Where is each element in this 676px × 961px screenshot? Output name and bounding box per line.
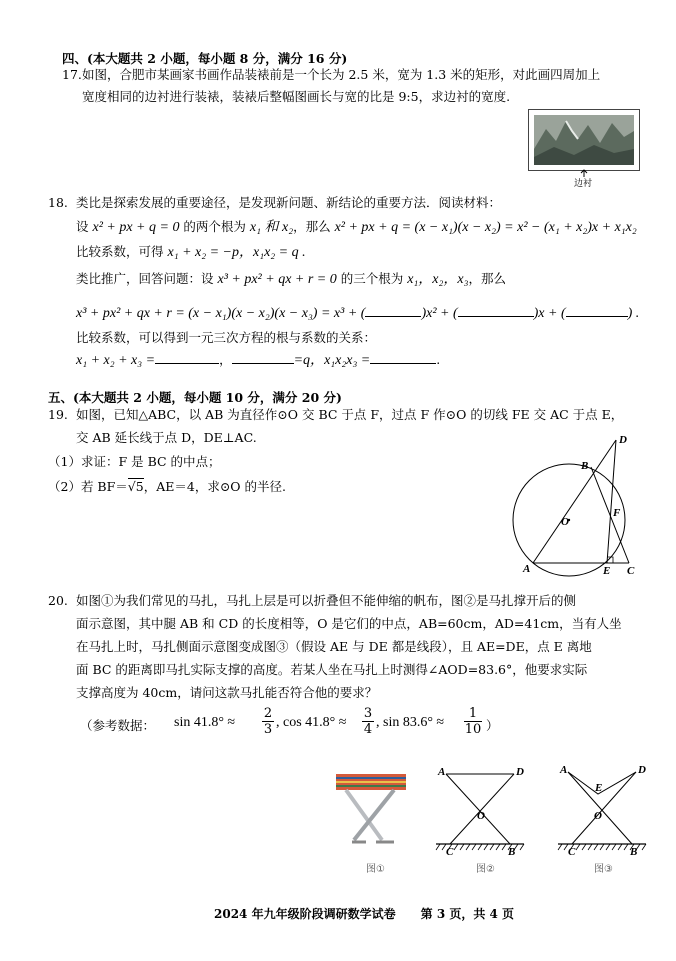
q18-product-of-roots: x₁x₂x₃ =: [324, 353, 371, 368]
q20-ref-sin-fraction: [262, 706, 274, 737]
q19-number: 19.: [48, 407, 68, 422]
q17-border-label: 边衬: [574, 179, 593, 189]
q20-fig2-label-c: C: [446, 846, 454, 858]
q19-label-f: F: [613, 507, 621, 519]
q20-ref-sin-2-num: 1: [464, 706, 482, 722]
q20-figure-2: [430, 762, 530, 862]
q18-blank-x-coefficient[interactable]: [458, 302, 534, 317]
q20-ref-sin-den: 3: [263, 722, 273, 737]
q20-fig1-caption: 图①: [366, 864, 385, 875]
q20-ref-cos-fraction: [362, 706, 374, 737]
q18-quadratic-roots: x₁ 和 x₂: [249, 220, 294, 235]
q20-ref-sin-2-den: 10: [464, 722, 482, 737]
q18-cubic-equation: x³ + px² + qx + r = 0: [217, 272, 337, 287]
q20-ref-cos: , cos 41.8° ≈: [276, 715, 347, 730]
q18-sum-of-roots: x₁ + x₂ + x₃ =: [76, 353, 156, 368]
q18-line-4-mid: 的三个根为: [336, 271, 408, 286]
q18-line-3: [76, 241, 306, 264]
q19-circle-figure: [505, 430, 655, 580]
q18-blank-product[interactable]: [370, 349, 436, 364]
q18-line-1: 类比是探索发展的重要途径，是发现新问题、新结论的重要方法．阅读材料：: [76, 195, 502, 210]
q18-number: 18.: [48, 195, 68, 210]
q19-line-1: 如图，已知△ABC，以 AB 为直径作⊙O 交 BC 于点 F，过点 F 作⊙O 的切线 FE 交 AC 于点 E，: [76, 407, 624, 422]
q18-vieta-quadratic: x₁ + x₂ = −p，x₁x₂ = q .: [167, 245, 306, 260]
q18-quadratic-equation: x² + px + q = 0: [92, 220, 180, 235]
q18-line-5-mid-2: )x + (: [533, 306, 566, 321]
q18-line-2-then: ，那么: [293, 219, 335, 234]
q18-cubic-expansion: x³ + px² + qx + r = (x − x₁)(x − x₂)(x − x₃) = x³ + (: [76, 306, 366, 321]
q18-line-5-mid-1: )x² + (: [421, 306, 458, 321]
q19-label-c: C: [627, 565, 635, 577]
q17-number: 17.: [62, 67, 82, 82]
q20-ref-cos-den: 4: [363, 722, 373, 737]
q20-fig3-label-e: E: [595, 782, 603, 794]
q20-fig3-label-b: B: [630, 846, 638, 858]
q20-fig3-label-c: C: [568, 846, 576, 858]
q19-label-a: A: [523, 563, 531, 575]
q20-fig3-label-o: O: [594, 810, 602, 822]
q20-ref-sin-2-fraction: [464, 706, 482, 737]
q18-line-2-mid: 的两个根为: [179, 219, 250, 234]
q18-line-5-end: ) .: [627, 306, 640, 321]
q18-line-5: [76, 302, 639, 325]
q19-sqrt-symbol: √5: [127, 479, 144, 494]
q20-fig2-label-o: O: [477, 810, 485, 822]
q18-blank-constant[interactable]: [566, 302, 628, 317]
q20-number: 20.: [48, 593, 68, 608]
q18-line-4-prefix: 类比推广，回答问题：设: [76, 271, 218, 286]
q19-label-b: B: [581, 460, 589, 472]
q18-line-2-prefix: 设: [76, 219, 93, 234]
q20-ref-sin-2: , sin 83.6° ≈: [376, 715, 445, 730]
q18-line-4-end: ，那么: [468, 271, 506, 286]
q20-figure-3: [552, 760, 652, 860]
q18-line-2: [76, 216, 637, 239]
section-4-heading: 四、(本大题共 2 小题，每小题 8 分，满分 16 分): [62, 51, 348, 66]
q20-line-1: 如图①为我们常见的马扎，马扎上层是可以折叠但不能伸缩的帆布，图②是马扎撑开后的侧: [76, 593, 577, 608]
q20-fig2-label-d: D: [516, 766, 524, 778]
q20-ref-sin: sin 41.8° ≈: [174, 715, 236, 730]
q18-equals-q: =q，: [293, 353, 325, 368]
q18-line-7-period: .: [436, 352, 441, 367]
q20-stool-photo: [332, 770, 412, 850]
q19-part-2-prefix: （2）若 BF＝: [48, 479, 128, 494]
q20-ref-suffix: ）: [486, 718, 499, 733]
q18-line-7: [76, 349, 440, 372]
q20-fig3-label-a: A: [560, 764, 568, 776]
q18-line-6: 比较系数，可以得到一元三次方程的根与系数的关系：: [76, 330, 377, 345]
q19-line-2: 交 AB 延长线于点 D，DE⊥AC.: [76, 430, 257, 445]
q20-fig2-caption: 图②: [476, 864, 495, 875]
q19-label-o: O: [561, 516, 569, 528]
q19-part-2-suffix: ，AE＝4，求⊙O 的半径.: [143, 479, 286, 494]
q20-line-4: 面 BC 的距离即马扎实际支撑的高度。若某人坐在马扎上时测得∠AOD=83.6°，他要求实际: [76, 662, 588, 677]
q19-part-1: （1）求证：F 是 BC 的中点；: [48, 454, 221, 469]
q17-line-2: 宽度相同的边衬进行装裱，装裱后整幅图画长与宽的比是 9:5，求边衬的宽度.: [82, 89, 511, 104]
q20-line-5: 支撑高度为 40cm，请问这款马扎能否符合他的要求？: [76, 685, 378, 700]
q19-sqrt-value: 5: [135, 479, 144, 494]
q17-line-1: 如图，合肥市某画家书画作品装裱前是一个长为 2.5 米，宽为 1.3 米的矩形，对此画四周加上: [82, 67, 601, 82]
q20-fig2-label-a: A: [438, 766, 446, 778]
q20-fig3-caption: 图③: [594, 864, 613, 875]
q19-part-2: [48, 476, 286, 498]
q18-blank-x2-coefficient[interactable]: [365, 302, 421, 317]
q19-label-d: D: [619, 434, 627, 446]
q18-quadratic-factorization: x² + px + q = (x − x₁)(x − x₂) = x² − (x₁ + x₂)x + x₁x₂: [334, 220, 637, 235]
section-5-heading: 五、(本大题共 2 小题，每小题 10 分，满分 20 分): [48, 390, 342, 405]
q18-line-7-sep: ，: [219, 352, 232, 367]
q20-ref-prefix: （参考数据：: [80, 718, 156, 733]
q20-line-3: 在马扎上时，马扎侧面示意图变成图③（假设 AE 与 DE 都是线段），且 AE=DE，点 E 离地: [76, 639, 592, 654]
q20-fig2-label-b: B: [508, 846, 516, 858]
page-footer: 2024 年九年级阶段调研数学试卷 第 3 页，共 4 页: [214, 907, 515, 921]
q17-painting-figure: [528, 109, 640, 171]
q18-blank-pairwise[interactable]: [232, 349, 294, 364]
q20-ref-cos-num: 3: [363, 706, 373, 721]
q19-label-e: E: [603, 565, 611, 577]
q18-blank-sum[interactable]: [155, 349, 219, 364]
q20-ref-sin-num: 2: [263, 706, 273, 721]
q20-fig3-label-d: D: [638, 764, 646, 776]
q18-line-4: [76, 268, 506, 291]
q18-cubic-roots: x₁，x₂，x₃: [407, 272, 469, 287]
q18-line-3-prefix: 比较系数，可得: [76, 244, 168, 259]
q20-line-2: 面示意图，其中腿 AB 和 CD 的长度相等，O 是它们的中点，AB=60cm，AD=41cm，当有人坐: [76, 616, 622, 631]
